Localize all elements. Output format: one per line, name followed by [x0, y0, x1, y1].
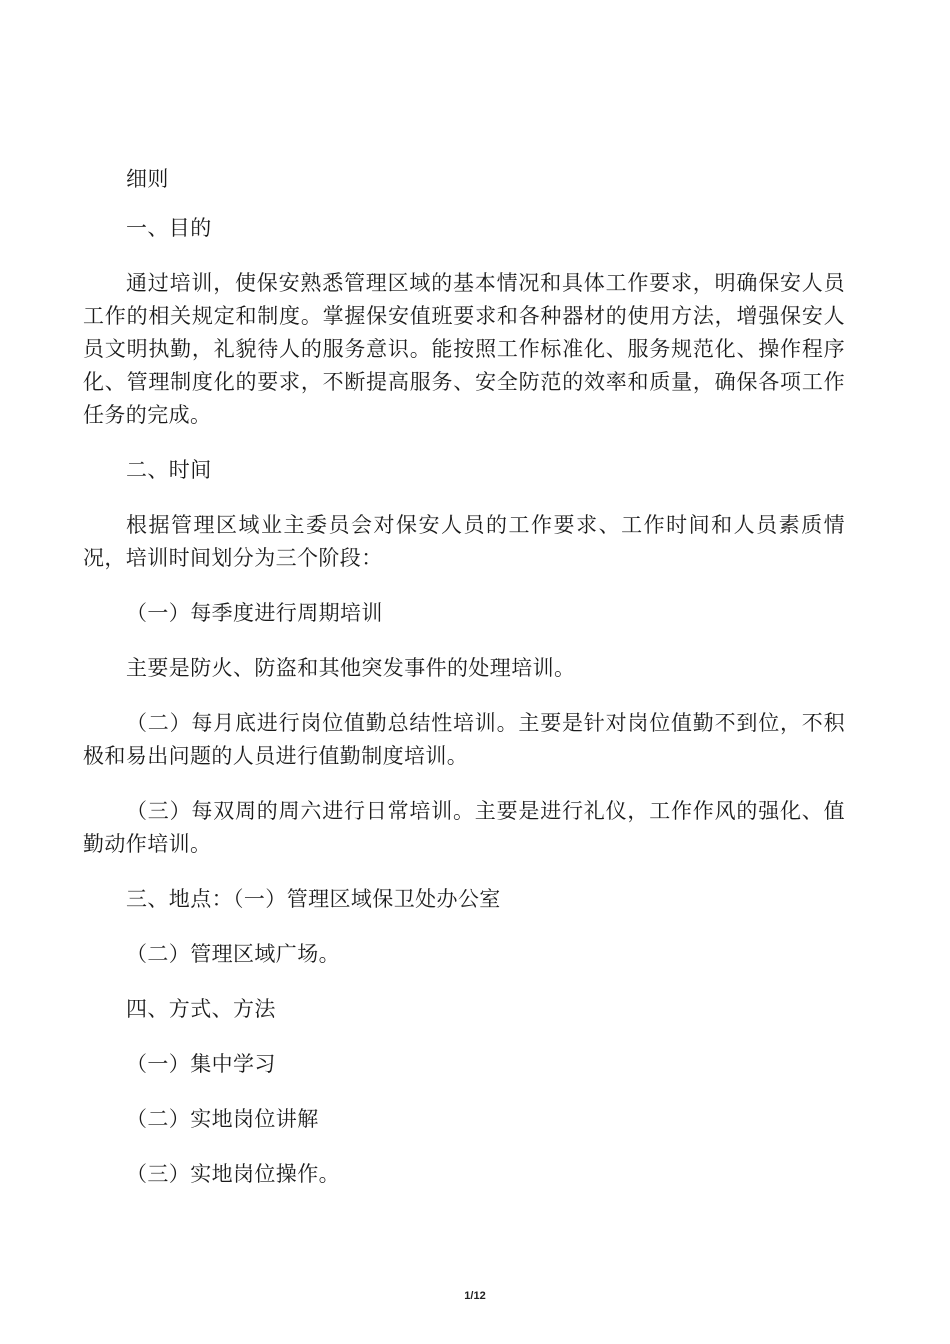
section-heading-rules: 细则	[126, 167, 169, 191]
paragraph-quarterly-detail: 主要是防火、防盗和其他突发事件的处理培训。	[126, 656, 576, 680]
section-heading-purpose: 一、目的	[126, 216, 212, 240]
document-body	[83, 163, 845, 1191]
list-item-biweekly: （三）每双周的周六进行日常培训。主要是进行礼仪，工作作风的强化、值勤动作培训。	[83, 799, 845, 856]
page-number: 1/12	[464, 1290, 486, 1302]
paragraph-time: 根据管理区域业主委员会对保安人员的工作要求、工作时间和人员素质情况，培训时间划分为三个阶段：	[83, 513, 845, 570]
paragraph-purpose: 通过培训，使保安熟悉管理区域的基本情况和具体工作要求，明确保安人员工作的相关规定和制度。掌握保安值班要求和各种器材的使用方法，增强保安人员文明执勤，礼貌待人的服务意识。能按照工作标准化、服务规范化、操作程序化、管理制度化的要求，不断提高服务、安全防范的效率和质量，确保各项工作任务的完成。	[83, 271, 845, 427]
list-item-monthly: （二）每月底进行岗位值勤总结性培训。主要是针对岗位值勤不到位，不积极和易出问题的人员进行值勤制度培训。	[83, 711, 845, 768]
list-item-location-square: （二）管理区域广场。	[126, 942, 340, 966]
list-item-onsite-explanation: （二）实地岗位讲解	[126, 1107, 319, 1131]
section-heading-methods: 四、方式、方法	[126, 997, 276, 1021]
list-item-group-study: （一）集中学习	[126, 1052, 276, 1076]
list-item-onsite-operation: （三）实地岗位操作。	[126, 1162, 340, 1186]
section-heading-time: 二、时间	[126, 458, 212, 482]
list-item-quarterly: （一）每季度进行周期培训	[126, 601, 383, 625]
section-heading-location: 三、地点：（一）管理区域保卫处办公室	[126, 887, 501, 911]
